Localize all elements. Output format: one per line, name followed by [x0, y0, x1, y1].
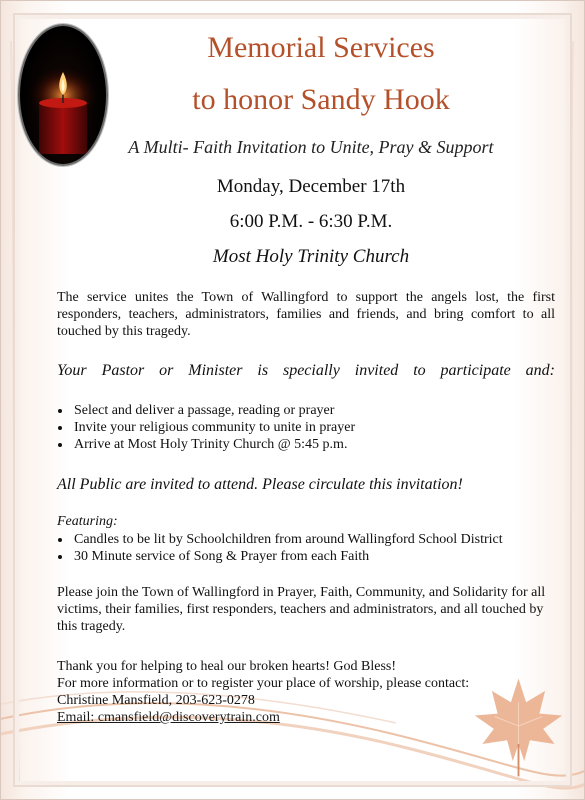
- title-line-1: Memorial Services: [207, 31, 435, 64]
- bullet-icon: [58, 426, 62, 430]
- contact-line: Christine Mansfield, 203-623-0278: [57, 693, 255, 708]
- email-label: Email:: [57, 710, 95, 725]
- featuring-label: Featuring:: [57, 514, 118, 529]
- pastor-invite: Your Pastor or Minister is specially invited to participate and:: [57, 362, 555, 379]
- thanks-line: Thank you for helping to heal our broken hearts! God Bless!: [57, 659, 397, 674]
- bullet-icon: [58, 409, 62, 413]
- event-venue: Most Holy Trinity Church: [212, 246, 410, 267]
- bullet-icon: [58, 555, 62, 559]
- subtitle: A Multi- Faith Invitation to Unite, Pray & Support: [128, 137, 494, 157]
- email-link[interactable]: [57, 710, 280, 725]
- closing-block: [57, 658, 555, 726]
- participation-list: [57, 402, 555, 453]
- list-item: Candles to be lit by Schoolchildren from around Wallingford School District: [57, 531, 555, 548]
- bullet-icon: [58, 443, 62, 447]
- event-time: 6:00 P.M. - 6:30 P.M.: [229, 211, 393, 232]
- join-paragraph: Please join the Town of Wallingford in Prayer, Faith, Community, and Solidarity for all victims, their families, first responders, teachers and administrators, and all touched by this tragedy.: [57, 585, 546, 634]
- intro-paragraph: The service unites the Town of Wallingford to support the angels lost, the first responders, teachers, administrators, families and friends, and bring comfort to all touched by this tragedy.: [57, 290, 555, 339]
- email-address: cmansfield@discoverytrain.com: [97, 710, 280, 725]
- event-date: Monday, December 17th: [216, 176, 406, 197]
- more-info-line: For more information or to register your place of worship, please contact:: [57, 676, 470, 691]
- list-item: Invite your religious community to unite in prayer: [57, 419, 555, 436]
- list-item: Arrive at Most Holy Trinity Church @ 5:45 p.m.: [57, 436, 555, 453]
- email-line: [57, 709, 555, 726]
- list-item: Select and deliver a passage, reading or prayer: [57, 402, 555, 419]
- title-line-2: to honor Sandy Hook: [192, 83, 450, 116]
- featuring-list: [57, 531, 555, 565]
- bullet-icon: [58, 538, 62, 542]
- list-item: 30 Minute service of Song & Prayer from each Faith: [57, 548, 555, 565]
- public-invite: All Public are invited to attend. Please circulate this invitation!: [57, 476, 463, 493]
